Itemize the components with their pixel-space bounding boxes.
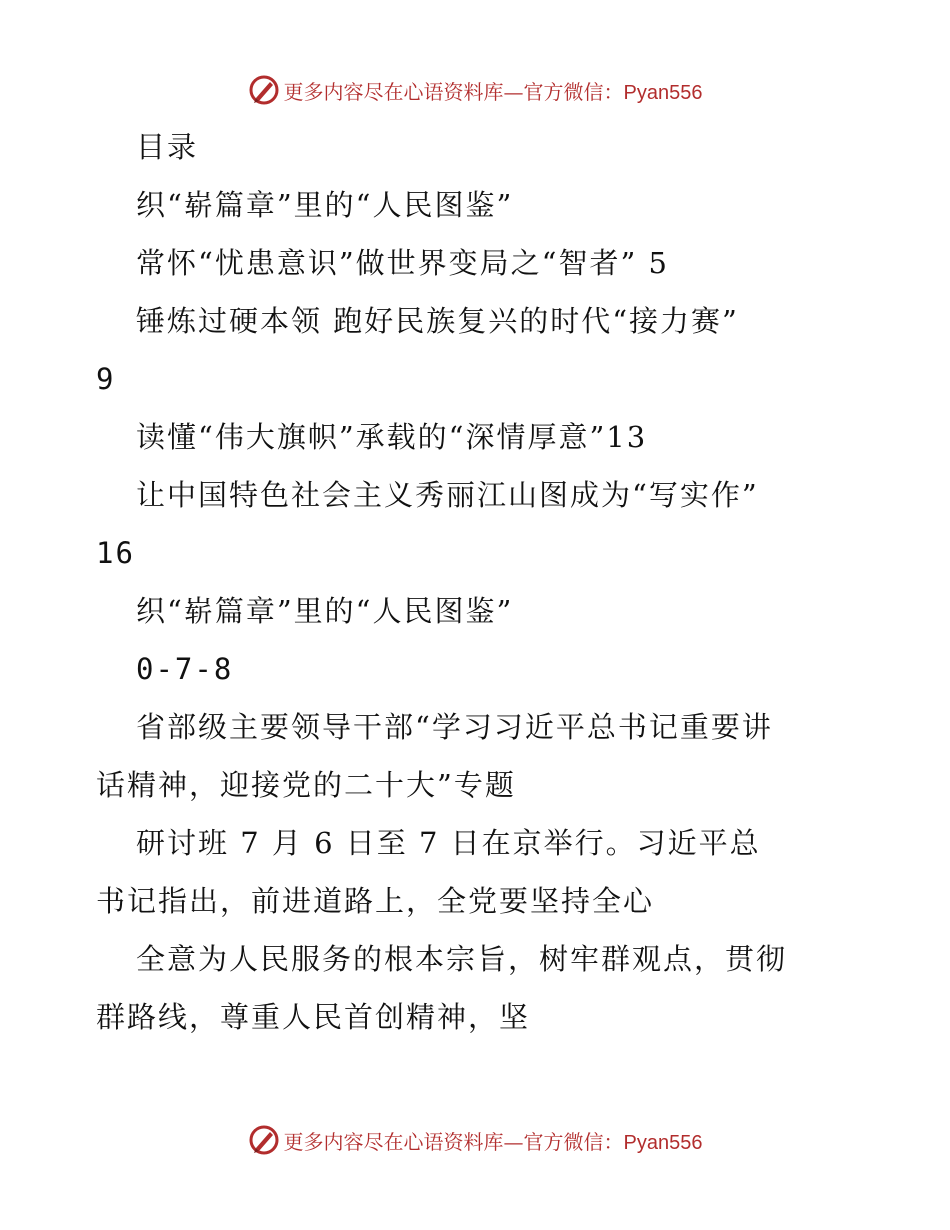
text-line: 省部级主要领导干部“学习习近平总书记重要讲: [136, 710, 773, 744]
wechat-account: Pyan556: [623, 81, 703, 104]
footer-banner: [0, 1120, 950, 1160]
text-line: 群路线，尊重人民首创精神，坚: [96, 1000, 531, 1034]
pen-logo-icon: [248, 1124, 280, 1156]
text-line: 织“崭篇章”里的“人民图鉴”: [136, 188, 514, 222]
banner-text: [284, 1126, 703, 1155]
banner-text: [284, 76, 703, 105]
pen-logo-icon: [248, 74, 280, 106]
header-banner: [0, 70, 950, 110]
text-line: 书记指出，前进道路上，全党要坚持全心: [96, 884, 655, 918]
text-line: 研讨班 7 月 6 日至 7 日在京举行。习近平总: [136, 826, 761, 860]
text-line: 0-7-8: [136, 652, 234, 686]
wechat-account: Pyan556: [623, 1131, 703, 1154]
text-line: 16: [96, 536, 135, 570]
text-line: 织“崭篇章”里的“人民图鉴”: [136, 594, 514, 628]
toc-heading: 目录: [136, 130, 199, 164]
text-line: 锤炼过硬本领 跑好民族复兴的时代“接力赛”: [136, 304, 739, 338]
text-line: 话精神，迎接党的二十大”专题: [96, 768, 516, 802]
text-line: 读懂“伟大旗帜”承载的“深情厚意”13: [136, 420, 648, 454]
text-line: 常怀“忧患意识”做世界变局之“智者” 5: [136, 246, 669, 280]
text-line: 让中国特色社会主义秀丽江山图成为“写实作”: [136, 478, 759, 512]
text-line: 全意为人民服务的根本宗旨，树牢群观点，贯彻: [136, 942, 788, 976]
banner-label: 更多内容尽在心语资料库—官方微信：: [283, 79, 624, 104]
banner-label: 更多内容尽在心语资料库—官方微信：: [283, 1129, 624, 1154]
document-body: [96, 118, 856, 1046]
text-line: 9: [96, 362, 116, 396]
